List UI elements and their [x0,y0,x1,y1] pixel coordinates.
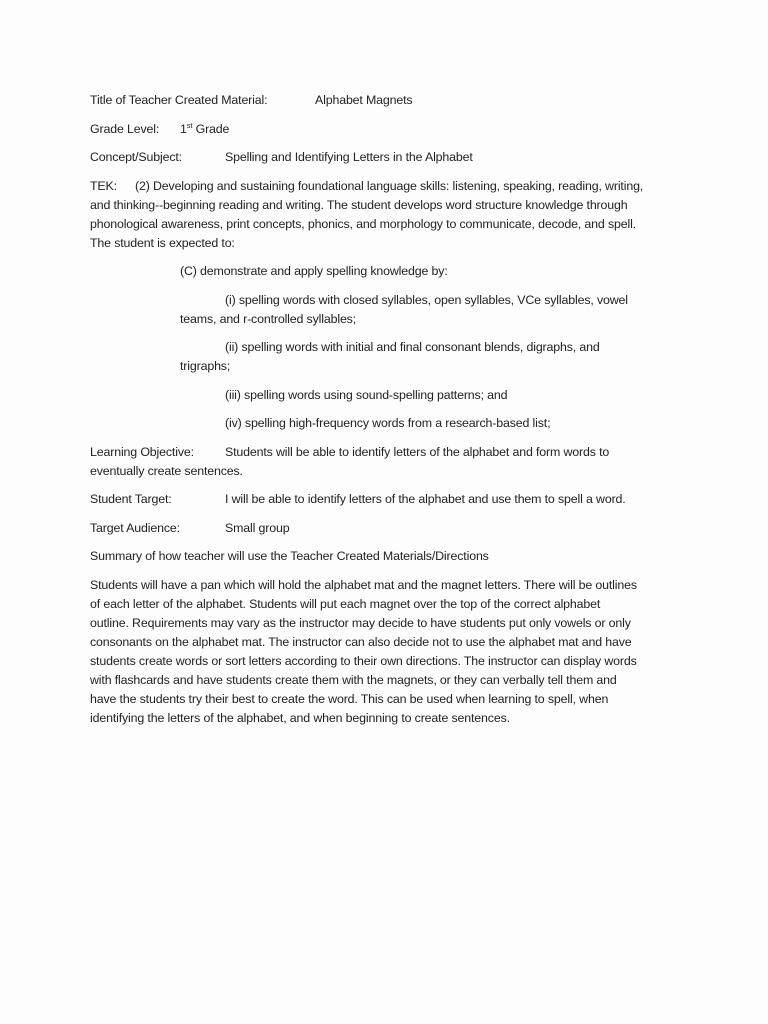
concept-subject-field [90,148,680,167]
learning-objective-value: Students will be able to identify letters of the alphabet and form words to [225,444,610,459]
grade-ordinal-suffix: st [186,120,193,130]
summary-line: consonants on the alphabet mat. The instructor can also decide not to use the alphabet mat and have [90,634,632,649]
grade-level-field [90,120,680,139]
learning-objective-first-line [90,443,680,462]
summary-line: of each letter of the alphabet. Students will put each magnet over the top of the correct alphabet [90,596,601,611]
summary-line: Students will have a pan which will hold the alphabet mat and the magnet letters. There will be outlines [90,577,637,592]
title-field [90,91,680,110]
tek-sub-item-iv [90,414,680,433]
learning-objective-label: Learning Objective: [90,444,194,459]
tek-line: phonological awareness, print concepts, phonics, and morphology to communicate, decode, and spell. [90,216,636,231]
tek-label: TEK: [90,178,117,193]
grade-level-value [180,120,229,139]
target-audience-field [90,519,680,538]
sub-item-continued-line: teams, and r-controlled syllables; [180,311,357,326]
concept-subject-value: Spelling and Identifying Letters in the Alphabet [225,150,473,164]
summary-line: identifying the letters of the alphabet, and when beginning to create sentences. [90,710,510,725]
tek-line: and thinking--beginning reading and writing. The student develops word structure knowledge through [90,197,628,212]
document-body [90,91,680,737]
tek-line-text: (2) Developing and sustaining foundational language skills: listening, speaking, reading, writing, [135,178,644,193]
student-target-field [90,490,680,509]
tek-line: The student is expected to: [90,235,235,250]
student-target-label: Student Target: [90,492,172,506]
summary-paragraph [90,576,680,728]
sub-item-first-line: (ii) spelling words with initial and final consonant blends, digraphs, and [225,340,600,354]
target-audience-label: Target Audience: [90,520,180,535]
tek-paragraph [90,177,680,253]
grade-word: Grade [195,121,230,136]
grade-number: 1 [180,121,187,136]
title-value: Alphabet Magnets [315,93,413,107]
tek-sub-item-i [90,291,680,329]
tek-c-item: (C) demonstrate and apply spelling knowledge by: [180,264,448,278]
title-label: Title of Teacher Created Material: [90,93,268,107]
summary-heading: Summary of how teacher will use the Teacher Created Materials/Directions [90,549,489,563]
summary-line: have the students try their best to create the word. This can be used when learning to spell, when [90,691,609,706]
student-target-value: I will be able to identify letters of the alphabet and use them to spell a word. [225,492,626,506]
summary-line: with flashcards and have students create them with the magnets, or they can verbally tell them and [90,672,617,687]
sub-item-continued-line: trigraphs; [180,359,231,373]
sub-item-first-line: (iv) spelling high-frequency words from a research-based list; [225,416,551,430]
grade-level-label: Grade Level: [90,121,160,136]
summary-line: students create words or sort letters according to their own directions. The instructor can display words [90,653,637,668]
learning-objective-continued: eventually create sentences. [90,463,243,478]
target-audience-value: Small group [225,520,290,535]
tek-line [90,177,680,196]
summary-line: outline. Requirements may vary as the instructor may decide to have students put only vowels or only [90,615,631,630]
sub-item-first-line: (i) spelling words with closed syllables, open syllables, VCe syllables, vowel [225,292,628,307]
tek-sub-item-iii [90,386,680,405]
concept-subject-label: Concept/Subject: [90,150,182,164]
sub-item-first-line: (iii) spelling words using sound-spelling patterns; and [225,387,508,402]
learning-objective [90,443,680,481]
tek-sub-item-ii [90,338,680,376]
